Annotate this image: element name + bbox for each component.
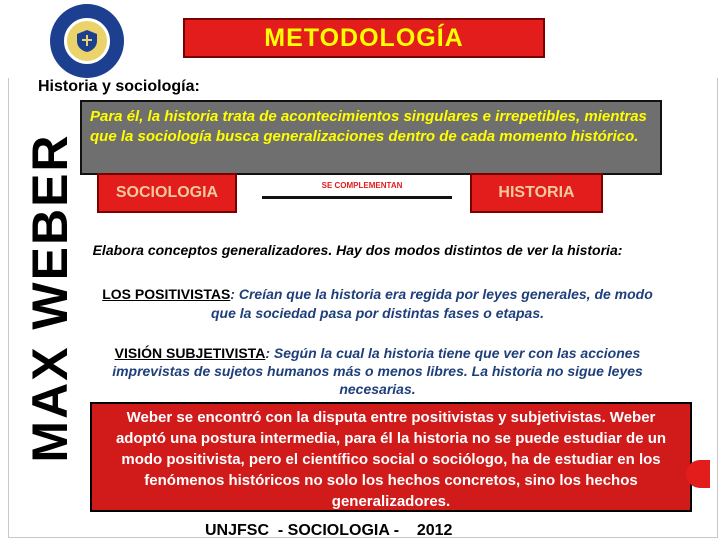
positivistas-paragraph [90,285,665,323]
shield-icon [74,28,100,54]
historia-label: HISTORIA [498,184,575,201]
positivistas-heading: LOS POSITIVISTAS [102,286,231,302]
positivistas-text: : Creían que la historia era regida por leyes generales, de modo que la sociedad pasa por distintas fases o etapas. [210,286,653,321]
conclusion-box [90,402,692,512]
conclusion-text: Weber se encontró con la disputa entre positivistas y subjetivistas. Weber adoptó una postura intermedia, para él la historia no se puede estudiar de un modo positivista, pero el científico social o sociólogo, ha de estudiar en los fenómenos históricos no solo los hechos concretos, sino los hechos generalizadores. [115,409,667,510]
subjetivista-text: : Según la cual la historia tiene que ver con las acciones imprevistas de sujetos humanos más o menos libres. La historia no sigue leyes necesarias. [112,345,643,397]
footer-text: UNJFSC - SOCIOLOGIA - 2012 [205,522,453,539]
intro-paragraph: Elabora conceptos generalizadores. Hay dos modos distintos de ver la historia: [92,242,623,258]
seal-emblem-icon [64,18,110,64]
sociologia-pill [97,173,237,213]
connector-label: SE COMPLEMENTAN [321,181,403,190]
university-seal-icon [50,4,124,78]
subjetivista-heading: VISIÓN SUBJETIVISTA [114,345,266,361]
subjetivista-paragraph [85,344,670,398]
side-label-container [22,118,78,478]
title-banner [183,18,545,58]
quote-box [80,100,662,175]
quote-text: Para él, la historia trata de acontecimientos singulares e irrepetibles, mientras que la sociología busca generalizaciones dentro de cada momento histórico. [90,108,647,145]
side-label: MAX WEBER [22,133,78,463]
section-subtitle: Historia y sociología: [38,78,200,95]
sociologia-label: SOCIOLOGIA [115,184,219,201]
historia-pill [470,173,603,213]
connector-line [262,196,452,199]
slide-edge-marker [686,460,710,488]
slide-title: METODOLOGÍA [264,23,464,52]
